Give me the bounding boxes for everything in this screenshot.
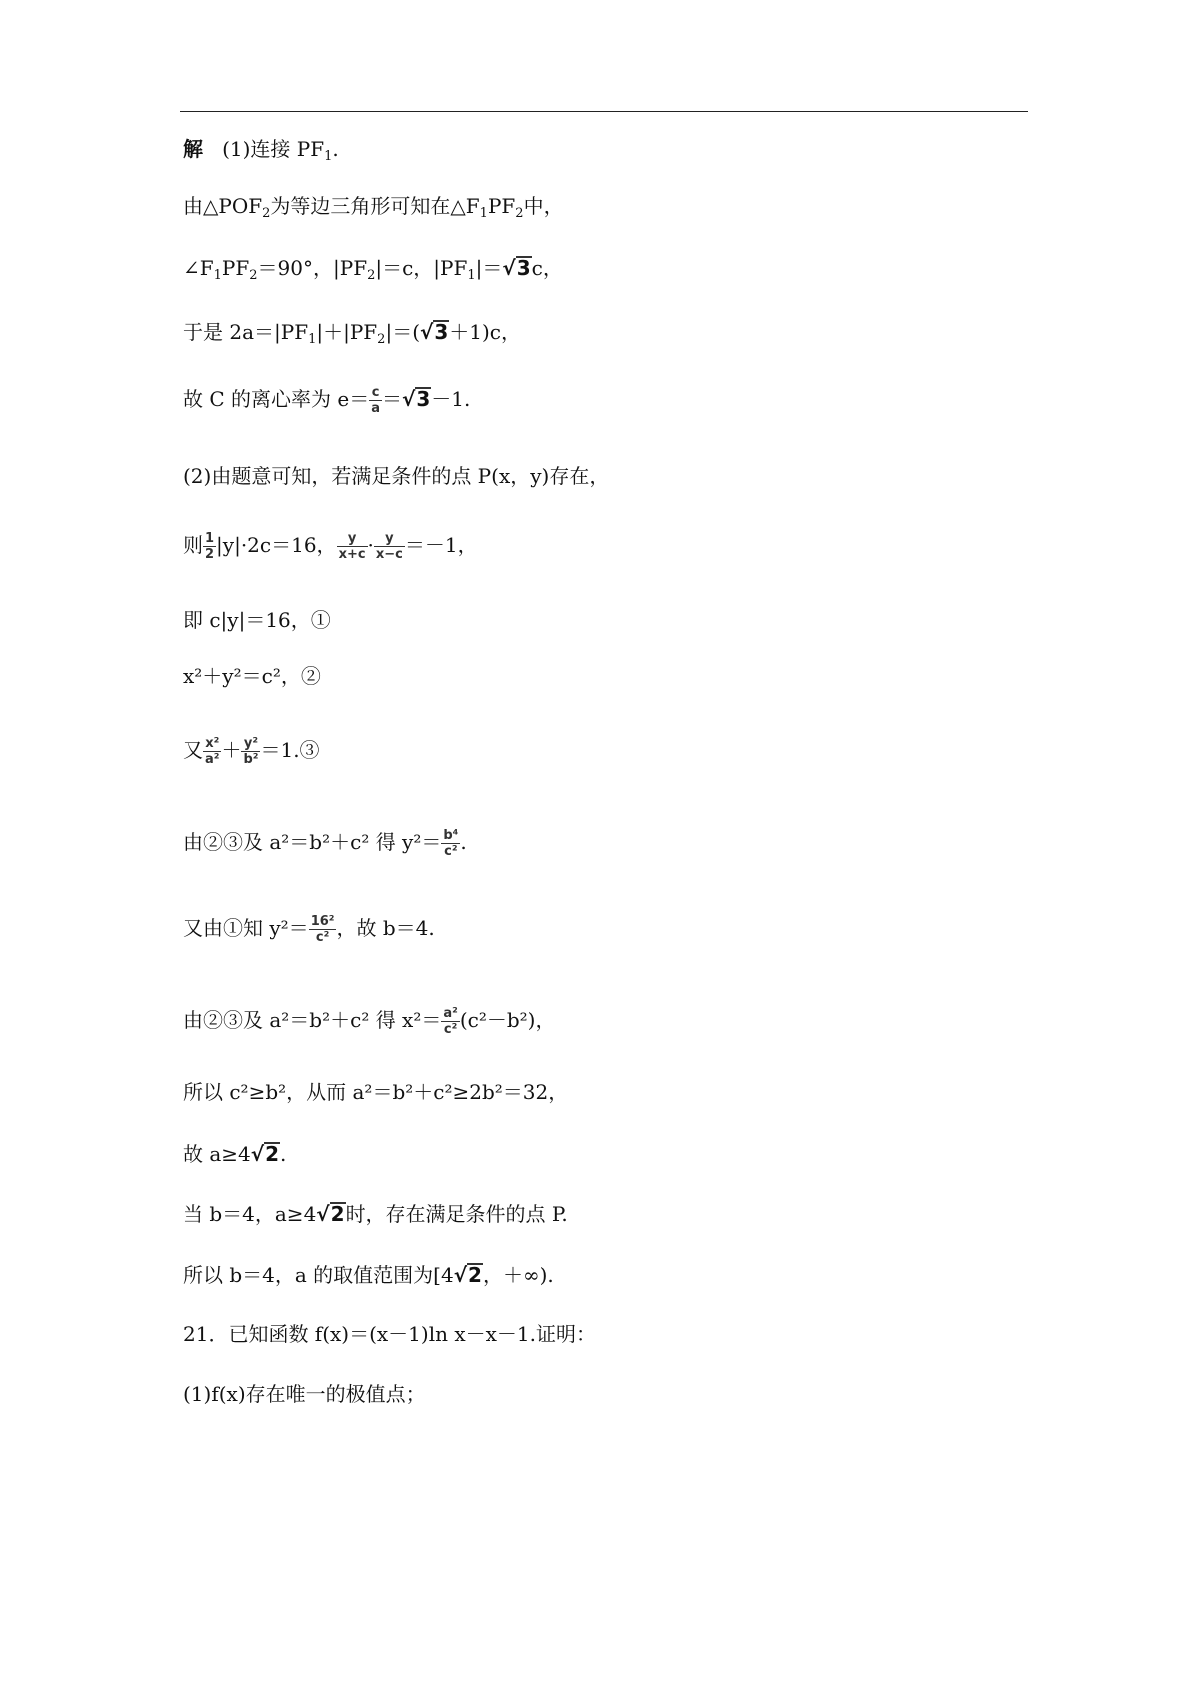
- fraction-one-half: $\frac{1}{2}$: [205, 531, 215, 562]
- sqrt-2: √2: [316, 1202, 345, 1226]
- sqrt-2: √2: [250, 1142, 280, 1166]
- fraction-b4-over-c2: $\frac{\text{b⁴}}{\text{c²}}$: [443, 828, 459, 859]
- fraction-y-over-x-plus-c: $\frac{y}{x+c}$: [338, 531, 366, 562]
- sqrt-2: √2: [453, 1263, 482, 1287]
- fraction-c-over-a: $\frac{c}{a}$: [371, 385, 380, 416]
- solution-line-9: x²＋y²＝c²，②: [183, 664, 321, 688]
- solution-line-5: 故 C 的离心率为 e＝ $\frac{c}{a}$ ＝√3－1.: [183, 385, 471, 416]
- solution-line-4: 于是 $2a=|PF_1|+|PF_2|=(√3+1)c$，: [183, 320, 521, 347]
- fraction-x2-over-a2: $\frac{\text{x²}}{\text{a²}}$: [205, 736, 220, 767]
- solution-line-13: 由②③及 a²＝b²＋c² 得 x²＝ $\frac{\text{a²}}{\text{c²}}$ (c²－b²)，: [183, 1006, 556, 1037]
- solution-line-6: (2)由题意可知，若满足条件的点 P(x，y)存在，: [183, 464, 610, 488]
- sqrt-3: √3: [502, 256, 531, 280]
- solution-line-8: 即 c|y|＝16，①: [183, 608, 331, 632]
- fraction-y-over-x-minus-c: $\frac{y}{x-c}$: [375, 531, 403, 562]
- solution-line-3: $\angle F_1PF_2=90^\circ$，$|PF_2|=c$，$|PF_1|=√3c$，: [183, 256, 563, 283]
- solution-line-15: 故 a≥4√2.: [183, 1142, 287, 1166]
- solution-line-11: 由②③及 a²＝b²＋c² 得 y²＝ $\frac{\text{b⁴}}{\text{c²}}$ .: [183, 828, 467, 859]
- solution-label: 解: [183, 137, 203, 161]
- solution-line-12: 又由①知 y²＝ $\frac{\text{16²}}{\text{c²}}$ ，故 b＝4.: [183, 914, 435, 945]
- solution-line-7: 则 $\frac{1}{2}$ |y|·2c＝16， $\frac{y}{x+c}$ · $\frac{y}{x-c}$ ＝－1，: [183, 531, 478, 562]
- sqrt-3: √3: [420, 320, 449, 344]
- fraction-16sq-over-c2: $\frac{\text{16²}}{\text{c²}}$: [310, 914, 335, 945]
- solution-line-2: 由$\triangle POF_2$为等边三角形可知在$\triangle F_1PF_2$中，: [183, 194, 564, 221]
- solution-line-1: 解 (1)连接 $PF_1$.: [183, 137, 339, 164]
- fraction-a2-over-c2: $\frac{\text{a²}}{\text{c²}}$: [443, 1006, 458, 1037]
- solution-line-16: 当 b＝4，a≥4√2时，存在满足条件的点 P.: [183, 1202, 568, 1226]
- solution-line-14: 所以 c²≥b²，从而 a²＝b²＋c²≥2b²＝32，: [183, 1080, 569, 1104]
- problem-21-statement: 21．已知函数 f(x)＝(x－1)ln x－x－1.证明：: [183, 1322, 596, 1346]
- problem-21-part-1: (1)f(x)存在唯一的极值点；: [183, 1382, 426, 1406]
- fraction-y2-over-b2: $\frac{\text{y²}}{\text{b²}}$: [243, 736, 259, 767]
- header-rule: [180, 111, 1028, 112]
- sqrt-3: √3: [402, 387, 431, 411]
- solution-line-17: 所以 b＝4，a 的取值范围为[4√2，＋∞).: [183, 1263, 554, 1287]
- solution-line-10: 又 $\frac{\text{x²}}{\text{a²}}$ ＋ $\frac{\text{y²}}{\text{b²}}$ ＝1.③: [183, 736, 320, 767]
